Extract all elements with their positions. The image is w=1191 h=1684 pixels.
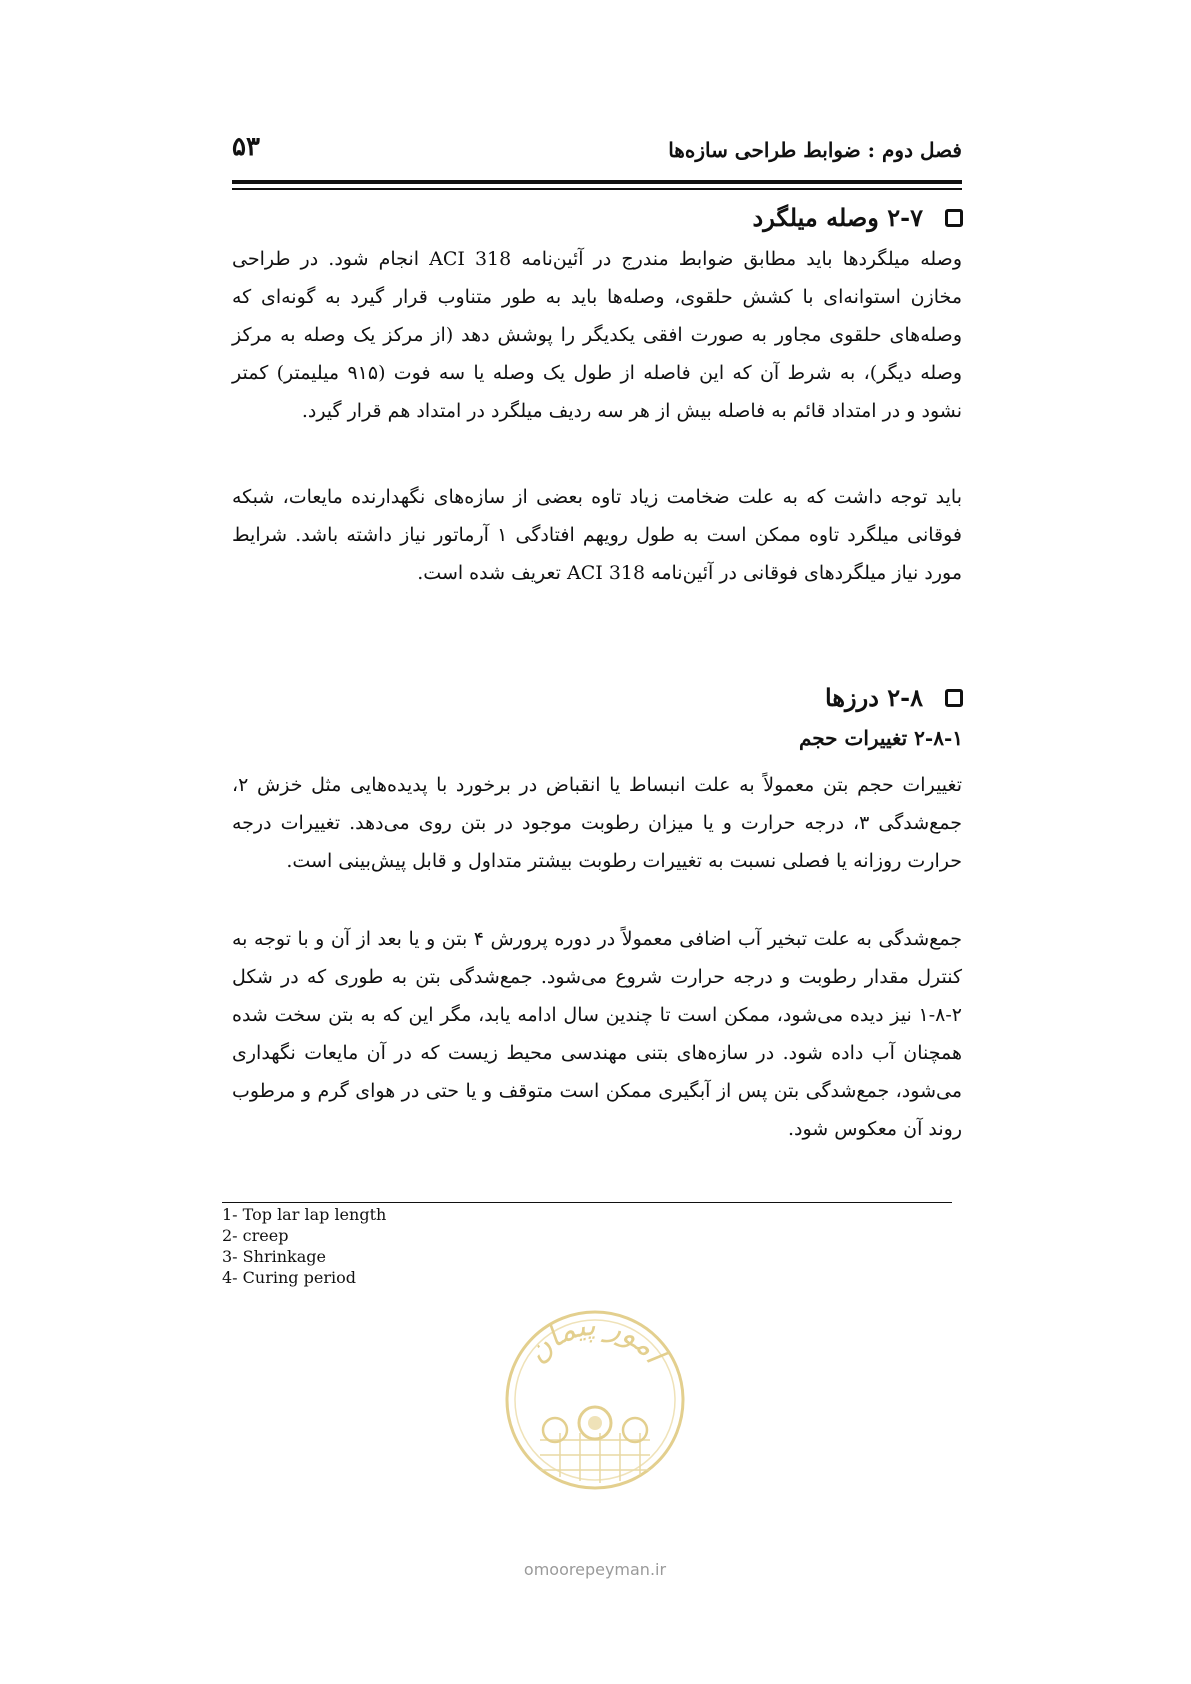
square-bullet-icon [945,209,963,227]
paragraph-rebar-splice-1: وصله میلگردها باید مطابق ضوابط مندرج در آئین‌نامه ACI 318 انجام شود. در طراحی مخازن استوانه‌ای با کشش حلقوی، وصله‌ها باید به طور متناوب قرار گیرد به گونه‌ای که وصله‌های حلقوی مجاور به صورت افقی یکدیگر را پوشش دهد (از مرکز یک وصله به مرکز وصله دیگر)، به شرط آن که این فاصله از طول یک وصله یا سه فوت (۹۱۵ میلیمتر) کمتر نشود و در امتداد قائم به فاصله بیش از هر سه ردیف میلگرد در امتداد هم قرار گیرد. [232,248,962,422]
watermark-url: omoorepeyman.ir [523,1560,667,1579]
footnote-separator [222,1202,952,1203]
footnote-2: 2- creep [222,1226,289,1245]
running-header [232,132,962,172]
paragraph-volume-changes-1: تغییرات حجم بتن معمولاً به علت انبساط یا انقباض در برخورد با پدیده‌هایی مثل خزش ۲، جمع‌شدگی ۳، درجه حرارت و یا میزان رطوبت موجود در بتن روی می‌دهد. تغییرات درجه حرارت روزانه یا فصلی نسبت به تغییرات رطوبت بیشتر متداول و قابل پیش‌بینی است. [232,774,962,872]
paragraph-rebar-splice-2: باید توجه داشت که به علت ضخامت زیاد تاوه بعضی از سازه‌های نگهدارنده مایعات، شبکه فوقانی میلگرد تاوه ممکن است به طول رویهم افتادگی ۱ آرماتور نیاز داشته باشد. شرایط مورد نیاز میلگردهای فوقانی در آئین‌نامه ACI 318 تعریف شده است. [232,486,962,584]
watermark-seal-logo [500,1305,690,1495]
footnotes [222,1204,386,1288]
seal-lettering: امور پیمان [519,1307,672,1370]
page-number: ۵۳ [232,132,260,162]
section-heading-text: ۲-۸ درزها [825,683,923,712]
paragraph-volume-changes-2: جمع‌شدگی به علت تبخیر آب اضافی معمولاً در دوره پرورش ۴ بتن و یا بعد از آن و با توجه به کنترل مقدار رطوبت و درجه حرارت شروع می‌شود. جمع‌شدگی بتن به طوری که در شکل ۲-۸-۱ نیز دیده می‌شود، ممکن است تا چندین سال ادامه یابد، مگر این که به بتن سخت شده همچنان آب داده شود. در سازه‌های بتنی مهندسی محیط زیست که در آن مایعات نگهداری می‌شود، جمع‌شدگی بتن پس از آبگیری ممکن است متوقف و یا حتی در هوای گرم و مرطوب روند آن معکوس شود. [232,928,962,1140]
footnote-3: 3- Shrinkage [222,1247,326,1266]
section-heading-joints [825,683,963,712]
running-title: فصل دوم : ضوابط طراحی سازه‌ها [668,138,962,162]
subsection-heading-volume-changes: ۲-۸-۱ تغییرات حجم [798,726,963,750]
footnote-1: 1- Top lar lap length [222,1205,387,1224]
footnote-4: 4- Curing period [222,1268,356,1287]
section-heading-text: ۲-۷ وصله میلگرد [752,203,923,232]
header-rule-thin [232,188,962,190]
section-heading-rebar-splice [753,203,963,232]
square-bullet-icon [945,689,963,707]
svg-text:امور پیمان [520,1308,674,1373]
header-rule-thick [232,180,962,184]
